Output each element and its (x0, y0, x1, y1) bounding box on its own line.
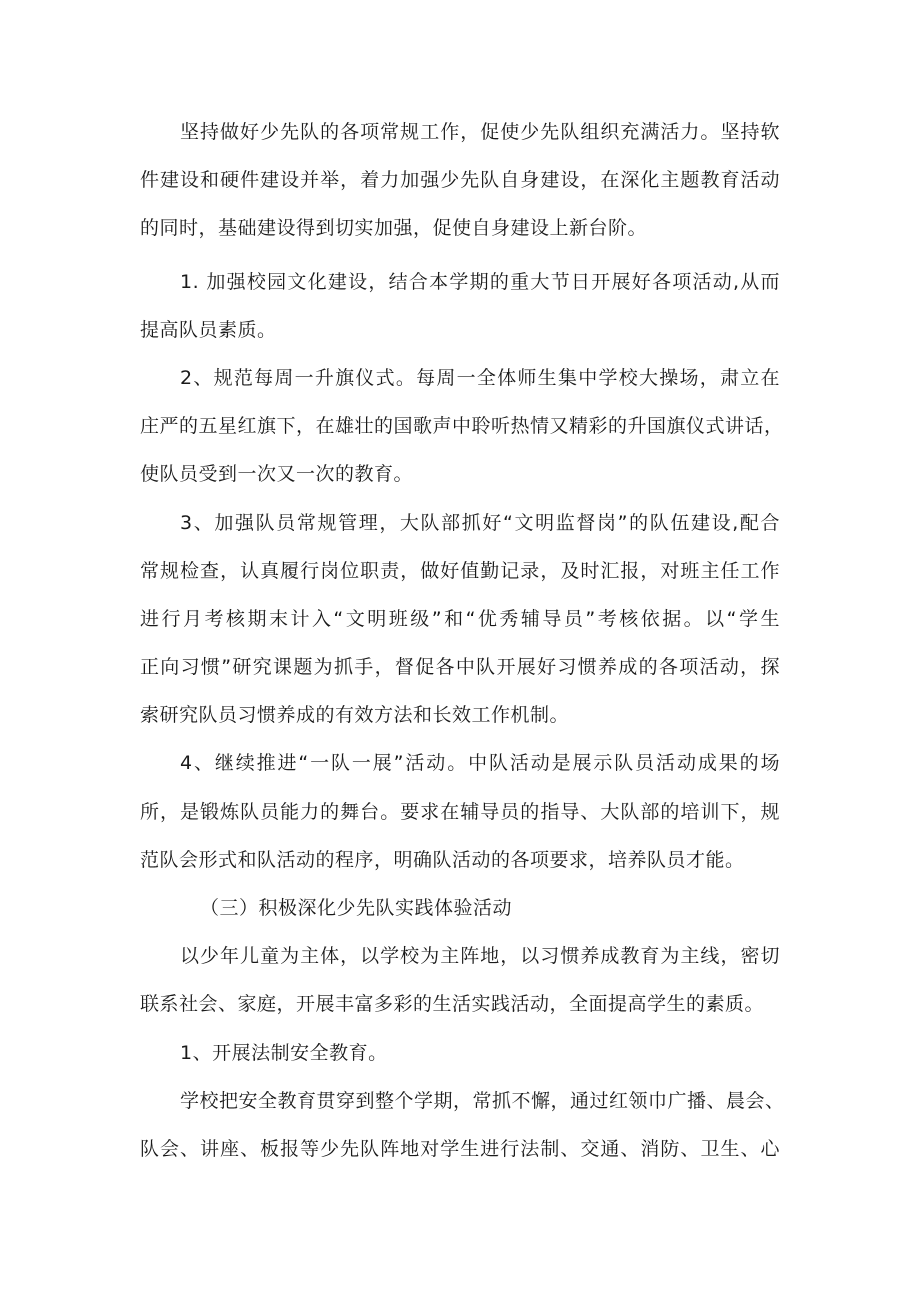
paragraph-2-line-1: 1. 加强校园文化建设，结合本学期的重大节日开展好各项活动,从而 (180, 271, 780, 293)
paragraph-2-line-2: 提高队员素质。 (140, 319, 277, 341)
paragraph-5-line-2: 所，是锻炼队员能力的舞台。要求在辅导员的指导、大队部的培训下，规 (140, 801, 780, 823)
paragraph-8-line-2: 队会、讲座、板报等少先队阵地对学生进行法制、交通、消防、卫生、心 (140, 1138, 780, 1160)
paragraph-1-line-2: 件建设和硬件建设并举，着力加强少先队自身建设，在深化主题教育活动 (140, 169, 780, 191)
paragraph-4-line-3: 进行月考核期末计入“文明班级”和“优秀辅导员”考核依据。以“学生 (140, 608, 780, 630)
section-heading: （三）积极深化少先队实践体验活动 (200, 897, 513, 919)
paragraph-8-line-1: 学校把安全教育贯穿到整个学期，常抓不懈，通过红领巾广播、晨会、 (180, 1090, 785, 1112)
paragraph-1-line-3: 的同时，基础建设得到切实加强，促使自身建设上新台阶。 (140, 217, 648, 239)
paragraph-4-line-4: 正向习惯”研究课题为抓手，督促各中队开展好习惯养成的各项活动，探 (140, 656, 780, 678)
paragraph-3-line-1: 2、规范每周一升旗仪式。每周一全体师生集中学校大操场，肃立在 (180, 367, 780, 389)
paragraph-4-line-1: 3、加强队员常规管理，大队部抓好“文明监督岗”的队伍建设,配合 (180, 512, 780, 534)
paragraph-3-line-2: 庄严的五星红旗下，在雄壮的国歌声中聆听热情又精彩的升国旗仪式讲话， (140, 415, 784, 437)
paragraph-6-line-2: 联系社会、家庭，开展丰富多彩的生活实践活动，全面提高学生的素质。 (140, 993, 765, 1015)
paragraph-6-line-1: 以少年儿童为主体，以学校为主阵地，以习惯养成教育为主线，密切 (180, 945, 780, 967)
paragraph-5-line-3: 范队会形式和队活动的程序，明确队活动的各项要求，培养队员才能。 (140, 849, 745, 871)
paragraph-7-line-1: 1、开展法制安全教育。 (180, 1042, 388, 1064)
paragraph-4-line-5: 索研究队员习惯养成的有效方法和长效工作机制。 (140, 704, 570, 726)
paragraph-4-line-2: 常规检查，认真履行岗位职责，做好值勤记录，及时汇报，对班主任工作 (140, 560, 780, 582)
paragraph-5-line-1: 4、继续推进“一队一展”活动。中队活动是展示队员活动成果的场 (180, 752, 780, 774)
paragraph-1-line-1: 坚持做好少先队的各项常规工作，促使少先队组织充满活力。坚持软 (180, 121, 780, 143)
paragraph-3-line-3: 使队员受到一次又一次的教育。 (140, 463, 414, 485)
